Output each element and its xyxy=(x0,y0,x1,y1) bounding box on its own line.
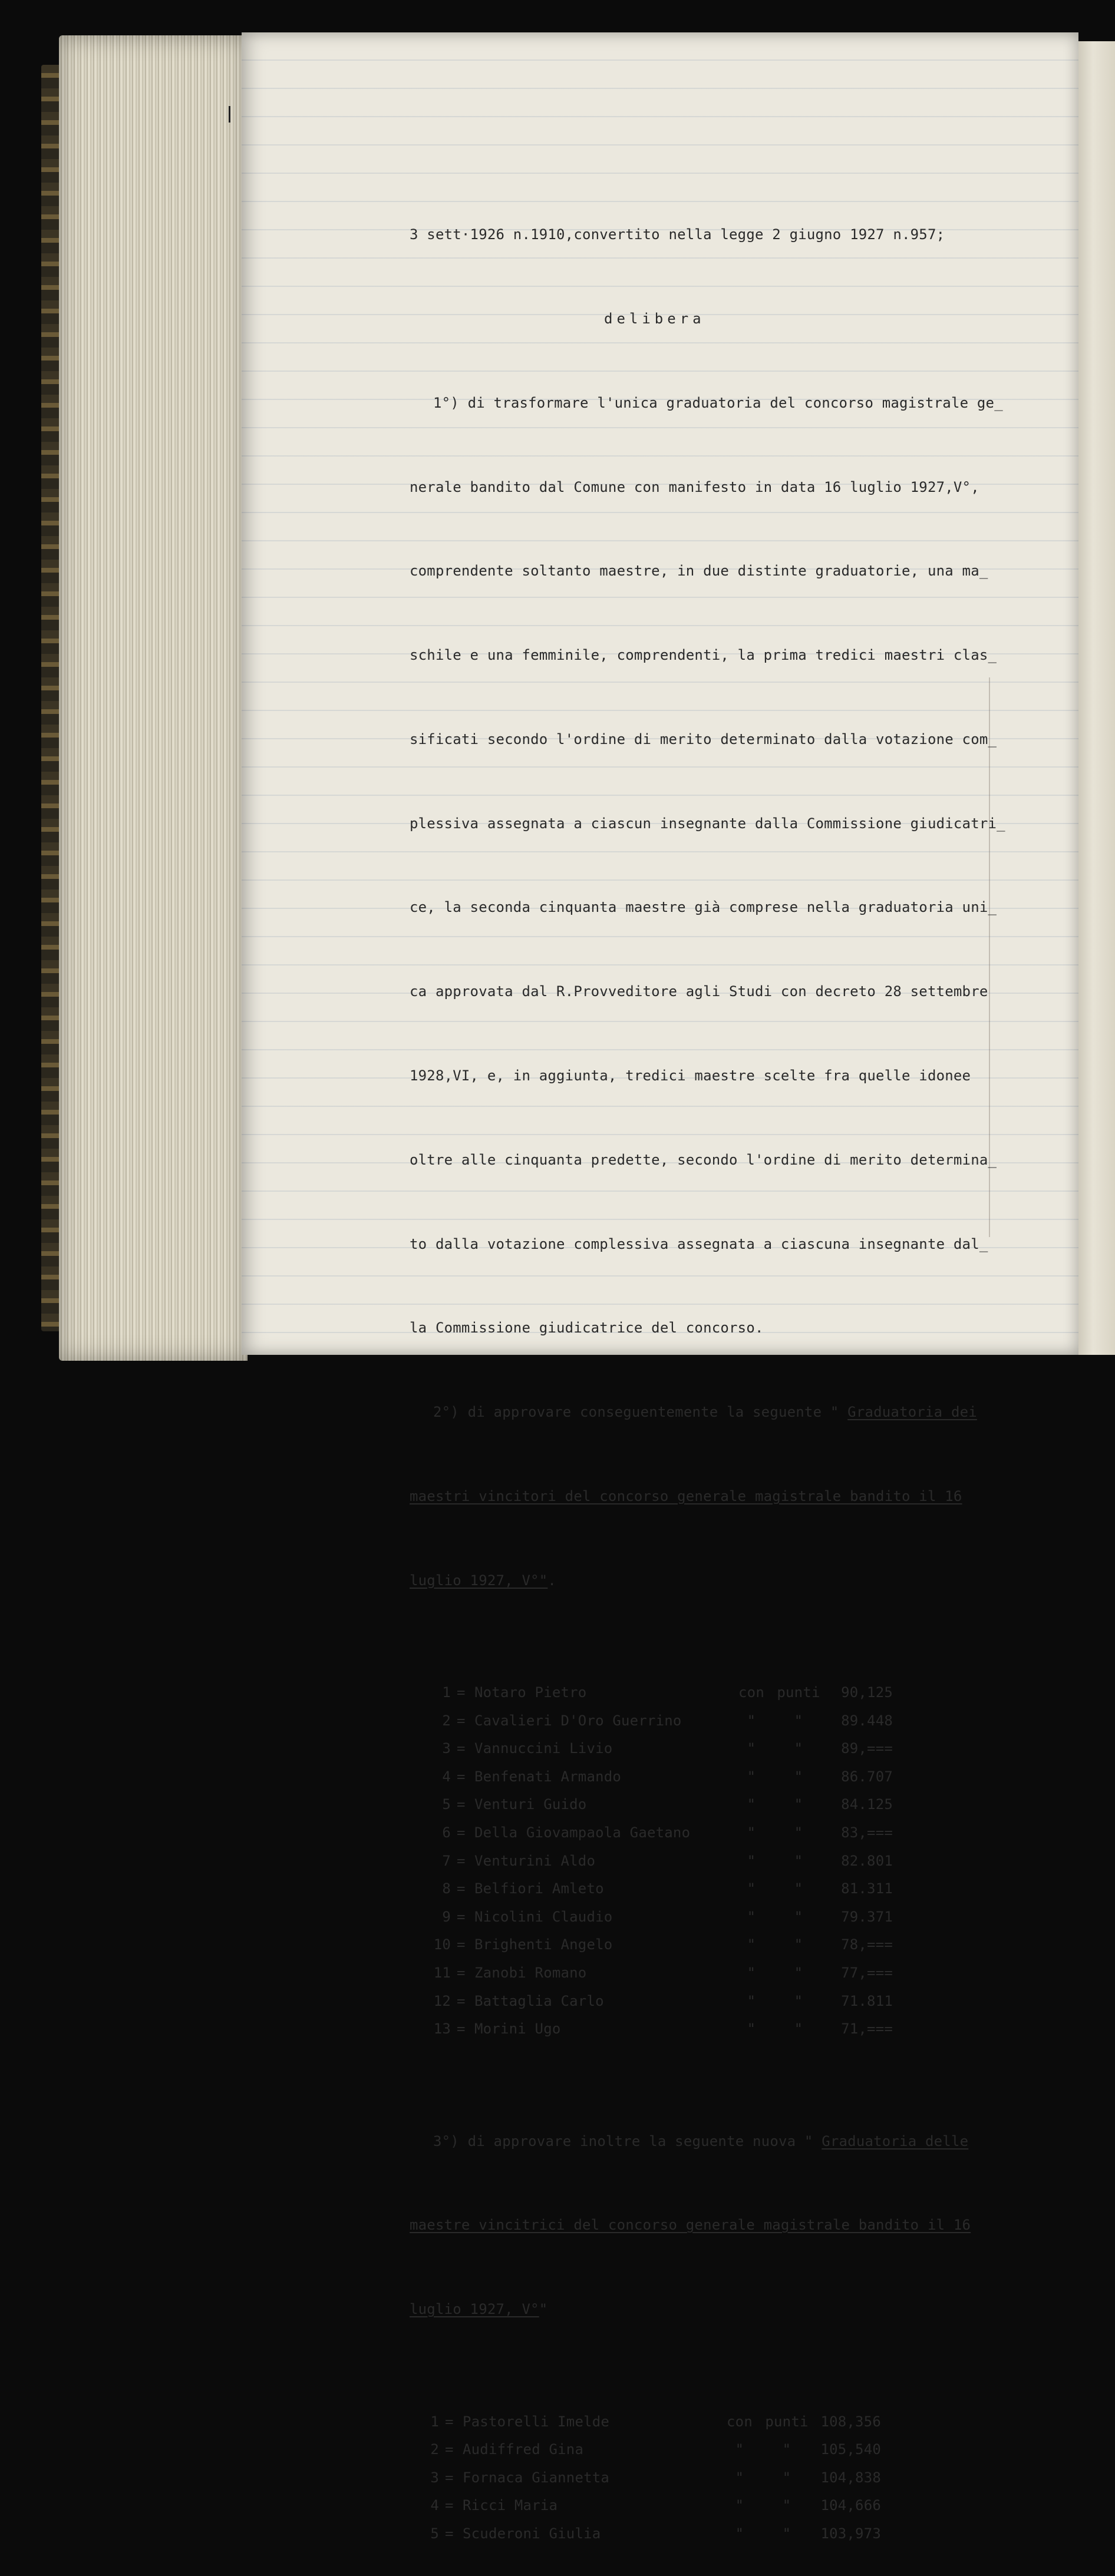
ditto-col-1: " xyxy=(747,1965,756,1981)
text-line: nerale bandito dal Comune con manifesto in data 16 luglio 1927,V°, xyxy=(410,478,979,495)
rank-separator: = xyxy=(457,1992,466,2009)
text-line: schile e una femminile, comprendenti, la prima tredici maestri clas_ xyxy=(410,647,997,664)
rank-number: 9 xyxy=(442,1908,451,1925)
candidate-name: Audiffred Gina xyxy=(463,2441,584,2458)
rank-separator: = xyxy=(445,2441,454,2458)
ranking-row xyxy=(410,1847,1028,1876)
ditto-col-1: " xyxy=(747,1908,756,1925)
rank-number: 5 xyxy=(430,2525,439,2542)
ranking-row xyxy=(410,1679,1028,1707)
score-value: 89.448 xyxy=(841,1712,893,1729)
score-value: 77,=== xyxy=(841,1965,893,1981)
candidate-name: Morini Ugo xyxy=(474,2021,561,2038)
ditto-col-2: " xyxy=(794,1768,803,1785)
ranking-row xyxy=(410,2492,1028,2520)
underlined-title: Graduatoria delle xyxy=(822,2132,969,2150)
ditto-col-2: " xyxy=(794,1880,803,1897)
rank-number: 13 xyxy=(433,2021,451,2038)
rank-separator: = xyxy=(445,2413,454,2430)
text-line: ca approvata dal R.Provveditore agli Studi con decreto 28 settembre xyxy=(410,983,988,1000)
ditto-col-2: " xyxy=(794,1712,803,1729)
ditto-col-1: " xyxy=(747,1880,756,1897)
text-line: plessiva assegnata a ciascun insegnante dalla Commissione giudicatri_ xyxy=(410,815,1005,832)
text-line: 3 sett·1926 n.1910,convertito nella legge 2 giugno 1927 n.957; xyxy=(410,226,945,243)
text-line: to dalla votazione complessiva assegnata a ciascuna insegnante dal_ xyxy=(410,1235,988,1252)
ranking-row xyxy=(410,1707,1028,1735)
score-value: 71.811 xyxy=(841,1992,893,2009)
ranking-row xyxy=(410,2436,1028,2464)
rank-separator: = xyxy=(457,1684,466,1701)
heading-delibera: delibera xyxy=(604,310,705,327)
candidate-name: Vannuccini Livio xyxy=(474,1740,613,1757)
ditto-col-1: " xyxy=(747,1768,756,1785)
candidate-name: Nicolini Claudio xyxy=(474,1908,613,1925)
ditto-col-1: " xyxy=(747,1992,756,2009)
rank-number: 2 xyxy=(430,2441,439,2458)
ditto-col-2: " xyxy=(782,2497,791,2514)
rank-number: 12 xyxy=(433,1992,451,2009)
ditto-col-2: " xyxy=(794,2021,803,2038)
text-segment: . xyxy=(547,1572,557,1589)
rank-separator: = xyxy=(445,2525,454,2542)
ditto-col-1: " xyxy=(735,2441,744,2458)
score-value: 78,=== xyxy=(841,1936,893,1953)
candidate-name: Scuderoni Giulia xyxy=(463,2525,601,2542)
underlined-title: luglio 1927, V°" xyxy=(410,1572,548,1589)
score-value: 108,356 xyxy=(820,2413,881,2430)
ranking-row xyxy=(410,1959,1028,1988)
candidate-name: Venturi Guido xyxy=(474,1796,587,1813)
text-line xyxy=(410,1398,1028,1427)
score-value: 81.311 xyxy=(841,1880,893,1897)
candidate-name: Battaglia Carlo xyxy=(474,1992,604,2009)
rank-separator: = xyxy=(457,1740,466,1757)
rank-separator: = xyxy=(445,2469,454,2486)
underlined-title: Graduatoria dei xyxy=(847,1404,977,1421)
rank-separator: = xyxy=(457,1796,466,1813)
score-value: 104,666 xyxy=(820,2497,881,2514)
ranking-list-mistresses xyxy=(410,2408,1028,2548)
text-line: comprendente soltanto maestre, in due distinte graduatorie, una ma_ xyxy=(410,563,988,580)
rank-separator: = xyxy=(457,1880,466,1897)
ditto-col-1: " xyxy=(747,1796,756,1813)
text-segment: 3°) di approvare inoltre la seguente nuova " xyxy=(433,2132,822,2150)
text-line: ce, la seconda cinquanta maestre già comprese nella graduatoria uni_ xyxy=(410,899,997,916)
rank-separator: = xyxy=(457,1908,466,1925)
ditto-col-1: " xyxy=(735,2497,744,2514)
ranking-row xyxy=(410,1791,1028,1819)
ditto-col-2: " xyxy=(794,1824,803,1841)
text-line xyxy=(410,2296,1028,2324)
rank-number: 4 xyxy=(430,2497,439,2514)
ranking-row xyxy=(410,1763,1028,1791)
ditto-col-2: " xyxy=(794,1908,803,1925)
rank-separator: = xyxy=(457,1936,466,1953)
score-value: 82.801 xyxy=(841,1852,893,1869)
candidate-name: Zanobi Romano xyxy=(474,1965,587,1981)
score-value: 105,540 xyxy=(820,2441,881,2458)
rank-separator: = xyxy=(457,1824,466,1841)
ranking-row xyxy=(410,1988,1028,2016)
rank-separator: = xyxy=(457,1768,466,1785)
ditto-col-2: " xyxy=(782,2469,791,2486)
text-line: sificati secondo l'ordine di merito determinato dalla votazione com_ xyxy=(410,730,997,748)
ditto-col-1: " xyxy=(735,2469,744,2486)
ranking-row xyxy=(410,1903,1028,1932)
text-segment: 2°) di approvare conseguentemente la seguente " xyxy=(433,1404,848,1421)
candidate-name: Benfenati Armando xyxy=(474,1768,622,1785)
rank-number: 8 xyxy=(442,1880,451,1897)
rank-separator: = xyxy=(445,2497,454,2514)
rank-number: 10 xyxy=(433,1936,451,1953)
candidate-name: Cavalieri D'Oro Guerrino xyxy=(474,1712,682,1729)
score-value: 86.707 xyxy=(841,1768,893,1785)
rank-number: 3 xyxy=(442,1740,451,1757)
ditto-col-2: " xyxy=(794,1852,803,1869)
ditto-col-1: " xyxy=(735,2525,744,2542)
rank-separator: = xyxy=(457,1712,466,1729)
rank-number: 2 xyxy=(442,1712,451,1729)
ranking-row xyxy=(410,2015,1028,2043)
underlined-title: luglio 1927, V° xyxy=(410,2301,539,2318)
candidate-name: Fornaca Giannetta xyxy=(463,2469,610,2486)
ditto-col-1: " xyxy=(747,2021,756,2038)
score-value: 84.125 xyxy=(841,1796,893,1813)
score-value: 90,125 xyxy=(841,1684,893,1701)
candidate-name: Della Giovampaola Gaetano xyxy=(474,1824,691,1841)
rank-number: 11 xyxy=(433,1965,451,1981)
ditto-col-2: punti xyxy=(777,1684,820,1701)
score-value: 103,973 xyxy=(820,2525,881,2542)
ditto-col-2: " xyxy=(794,1796,803,1813)
ditto-col-2: " xyxy=(794,1740,803,1757)
ditto-col-2: " xyxy=(782,2441,791,2458)
ranking-list-masters xyxy=(410,1679,1028,2043)
score-value: 89,=== xyxy=(841,1740,893,1757)
ditto-col-1: " xyxy=(747,1712,756,1729)
rank-number: 4 xyxy=(442,1768,451,1785)
ranking-row xyxy=(410,1819,1028,1847)
rank-number: 3 xyxy=(430,2469,439,2486)
candidate-name: Belfiori Amleto xyxy=(474,1880,604,1897)
rank-number: 5 xyxy=(442,1796,451,1813)
text-line: la Commissione giudicatrice del concorso. xyxy=(410,1320,764,1337)
text-line: 1°) di trasformare l'unica graduatoria del concorso magistrale ge_ xyxy=(433,394,1003,411)
candidate-name: Ricci Maria xyxy=(463,2497,558,2514)
text-segment: " xyxy=(539,2301,548,2318)
ditto-col-2: " xyxy=(794,1936,803,1953)
text-line xyxy=(410,1567,1028,1595)
ranking-row xyxy=(410,2520,1028,2548)
ranking-row xyxy=(410,1931,1028,1959)
score-value: 83,=== xyxy=(841,1824,893,1841)
facing-page-edge xyxy=(1078,41,1115,1355)
text-line xyxy=(410,2128,1028,2156)
underlined-title: maestri vincitori del concorso generale magistrale bandito il 16 xyxy=(410,1487,962,1504)
ditto-col-1: " xyxy=(747,1740,756,1757)
typed-text xyxy=(410,165,1028,2576)
text-line: oltre alle cinquanta predette, secondo l'ordine di merito determina_ xyxy=(410,1151,997,1168)
ranking-row xyxy=(410,2464,1028,2492)
ditto-col-1: " xyxy=(747,1824,756,1841)
rank-separator: = xyxy=(457,1965,466,1981)
ranking-row xyxy=(410,1735,1028,1763)
score-value: 79.371 xyxy=(841,1908,893,1925)
score-value: 71,=== xyxy=(841,2021,893,2038)
binding-mark xyxy=(229,106,230,123)
ditto-col-1: " xyxy=(747,1936,756,1953)
rank-separator: = xyxy=(457,1852,466,1869)
rank-number: 6 xyxy=(442,1824,451,1841)
rank-number: 1 xyxy=(430,2413,439,2430)
rank-separator: = xyxy=(457,2021,466,2038)
candidate-name: Brighenti Angelo xyxy=(474,1936,613,1953)
ditto-col-1: con xyxy=(727,2413,753,2430)
ditto-col-2: punti xyxy=(765,2413,809,2430)
ditto-col-2: " xyxy=(782,2525,791,2542)
ranking-row xyxy=(410,2408,1028,2436)
candidate-name: Venturini Aldo xyxy=(474,1852,596,1869)
candidate-name: Notaro Pietro xyxy=(474,1684,587,1701)
ditto-col-2: " xyxy=(794,1992,803,2009)
ditto-col-2: " xyxy=(794,1965,803,1981)
underlined-title: maestre vincitrici del concorso generale magistrale bandito il 16 xyxy=(410,2217,971,2234)
rank-number: 7 xyxy=(442,1852,451,1869)
ditto-col-1: con xyxy=(738,1684,764,1701)
candidate-name: Pastorelli Imelde xyxy=(463,2413,610,2430)
ditto-col-1: " xyxy=(747,1852,756,1869)
page-stack-edges xyxy=(59,35,248,1361)
rank-number: 1 xyxy=(442,1684,451,1701)
ranking-row xyxy=(410,1875,1028,1903)
score-value: 104,838 xyxy=(820,2469,881,2486)
text-line: 1928,VI, e, in aggiunta, tredici maestre scelte fra quelle idonee xyxy=(410,1067,971,1084)
